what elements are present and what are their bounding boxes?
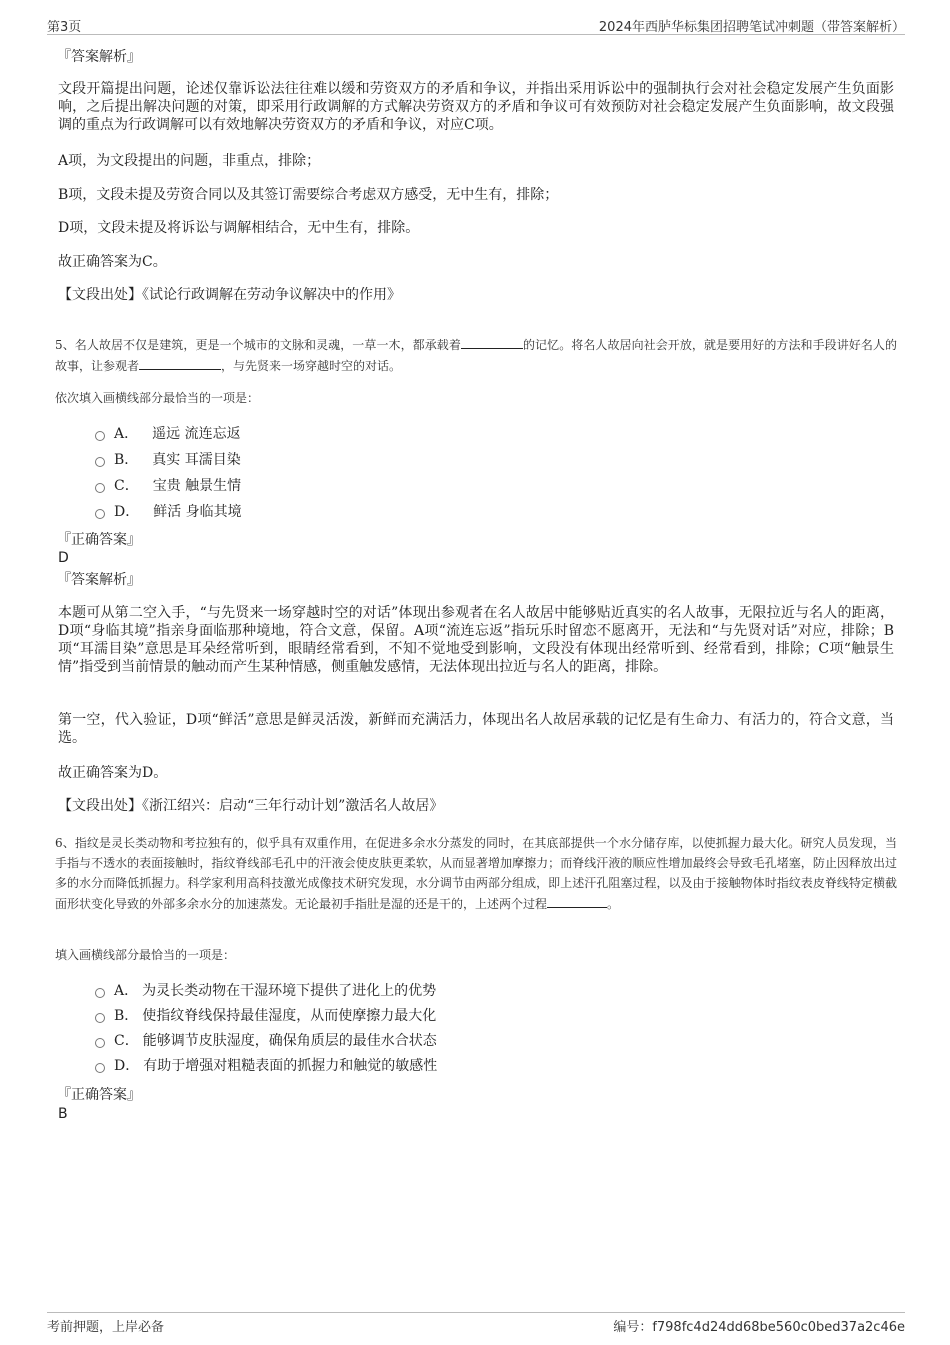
analysis-paragraph: 文段开篇提出问题，论述仅靠诉讼法往往难以缓和劳资双方的矛盾和争议，并指出采用诉讼中的强制执行会对社会稳定发展产生负面影响，之后提出解决问题的对策，即采用行政调解的方式解决劳资双方的矛盾和争议可有效预防对社会稳定发展产生负面影响，故文段强调的重点为行政调解可以有效地解决劳资双方的矛盾和争议，对应C项。 xyxy=(58,81,894,133)
question-5-prompt: 依次填入画横线部分最恰当的一项是： xyxy=(55,391,260,405)
radio-icon[interactable] xyxy=(95,483,105,493)
blank-2 xyxy=(139,355,221,370)
radio-icon[interactable] xyxy=(95,1013,105,1023)
source-citation: 【文段出处】《浙江绍兴：启动“三年行动计划”激活名人故居》 xyxy=(58,798,444,814)
page-footer xyxy=(47,1312,905,1335)
analysis-paragraph-2: 第一空，代入验证，D项“鲜活”意思是鲜灵活泼，新鲜而充满活力，体现出名人故居承载的记忆是有生命力、有活力的，符合文意，当选。 xyxy=(58,712,894,746)
answer-value: B xyxy=(58,1106,68,1122)
radio-icon[interactable] xyxy=(95,431,105,441)
blank-1 xyxy=(547,893,607,908)
answer-label: 『正确答案』 xyxy=(57,532,141,548)
page-header xyxy=(47,14,905,35)
page-number: 第3页 xyxy=(47,20,82,35)
option-b[interactable]: B． 真实 耳濡目染 xyxy=(95,450,241,470)
document-title: 2024年西胪华标集团招聘笔试冲刺题（带答案解析） xyxy=(598,20,905,35)
answer-value: D xyxy=(58,550,69,566)
option-d[interactable]: D． 鲜活 身临其境 xyxy=(95,502,242,522)
question-6-prompt: 填入画横线部分最恰当的一项是： xyxy=(55,948,236,962)
radio-icon[interactable] xyxy=(95,509,105,519)
radio-icon[interactable] xyxy=(95,1038,105,1048)
answer-label: 『正确答案』 xyxy=(57,1087,141,1103)
serial-number: 编号：f798fc4d24dd68be560c0bed37a2c46e xyxy=(613,1320,905,1335)
option-a[interactable]: A． 为灵长类动物在干湿环境下提供了进化上的优势 xyxy=(95,981,436,1001)
analysis-option-a: A项，为文段提出的问题，非重点，排除； xyxy=(58,153,321,169)
conclusion: 故正确答案为D。 xyxy=(58,765,168,781)
analysis-option-b: B项，文段未提及劳资合同以及其签订需要综合考虑双方感受，无中生有，排除； xyxy=(58,187,559,203)
radio-icon[interactable] xyxy=(95,988,105,998)
analysis-label: 『答案解析』 xyxy=(57,49,141,65)
option-b[interactable]: B． 使指纹脊线保持最佳湿度，从而使摩擦力最大化 xyxy=(95,1006,436,1026)
option-a[interactable]: A． 遥远 流连忘返 xyxy=(95,424,241,444)
radio-icon[interactable] xyxy=(95,457,105,467)
analysis-label: 『答案解析』 xyxy=(57,572,141,588)
option-c[interactable]: C． 能够调节皮肤湿度，确保角质层的最佳水合状态 xyxy=(95,1031,437,1051)
radio-icon[interactable] xyxy=(95,1063,105,1073)
conclusion: 故正确答案为C。 xyxy=(58,254,167,270)
option-d[interactable]: D． 有助于增强对粗糙表面的抓握力和触觉的敏感性 xyxy=(95,1056,437,1076)
blank-1 xyxy=(461,334,523,349)
analysis-option-d: D项，文段未提及将诉讼与调解相结合，无中生有，排除。 xyxy=(58,220,420,236)
question-5-stem: 5、名人故居不仅是建筑，更是一个城市的文脉和灵魂，一草一木，都承载着 的记忆。将名人故居向社会开放，就是要用好的方法和手段讲好名人的故事，让参观者 ，与先贤来一场穿越时空的对话。 xyxy=(55,334,897,376)
analysis-paragraph: 本题可从第二空入手，“与先贤来一场穿越时空的对话”体现出参观者在名人故居中能够贴近真实的名人故事，无限拉近与名人的距离，D项“身临其境”指亲身面临那种境地，符合文意，保留。A项“流连忘返”指玩乐时留恋不愿离开，无法和“与先贤对话”对应，排除；B项“耳濡目染”意思是耳朵经常听到，眼睛经常看到，不知不觉地受到影响，文段没有体现出经常听到、经常看到，排除；C项“触景生情”指受到当前情景的触动而产生某种情感，侧重触发感情，无法体现出拉近与名人的距离，排除。 xyxy=(58,605,894,675)
option-c[interactable]: C． 宝贵 触景生情 xyxy=(95,476,241,496)
question-6-stem: 6、指纹是灵长类动物和考拉独有的，似乎具有双重作用，在促进多余水分蒸发的同时，在其底部提供一个水分储存库，以使抓握力最大化。研究人员发现，当手指与不透水的表面接触时，指纹脊线部毛孔中的汗液会使皮肤更柔软，从而显著增加摩擦力；而脊线汗液的顺应性增加最终会导致毛孔堵塞，防止因释放出过多的水分而降低抓握力。科学家利用高科技激光成像技术研究发现，水分调节由两部分组成，即上述汗孔阻塞过程，以及由于接触物体时指纹表皮脊线特定横截面形状变化导致的外部多余水分的加速蒸发。无论最初手指肚是湿的还是干的，上述两个过程 。 xyxy=(55,836,897,911)
footer-slogan: 考前押题，上岸必备 xyxy=(47,1320,165,1335)
source-citation: 【文段出处】《试论行政调解在劳动争议解决中的作用》 xyxy=(58,287,401,303)
